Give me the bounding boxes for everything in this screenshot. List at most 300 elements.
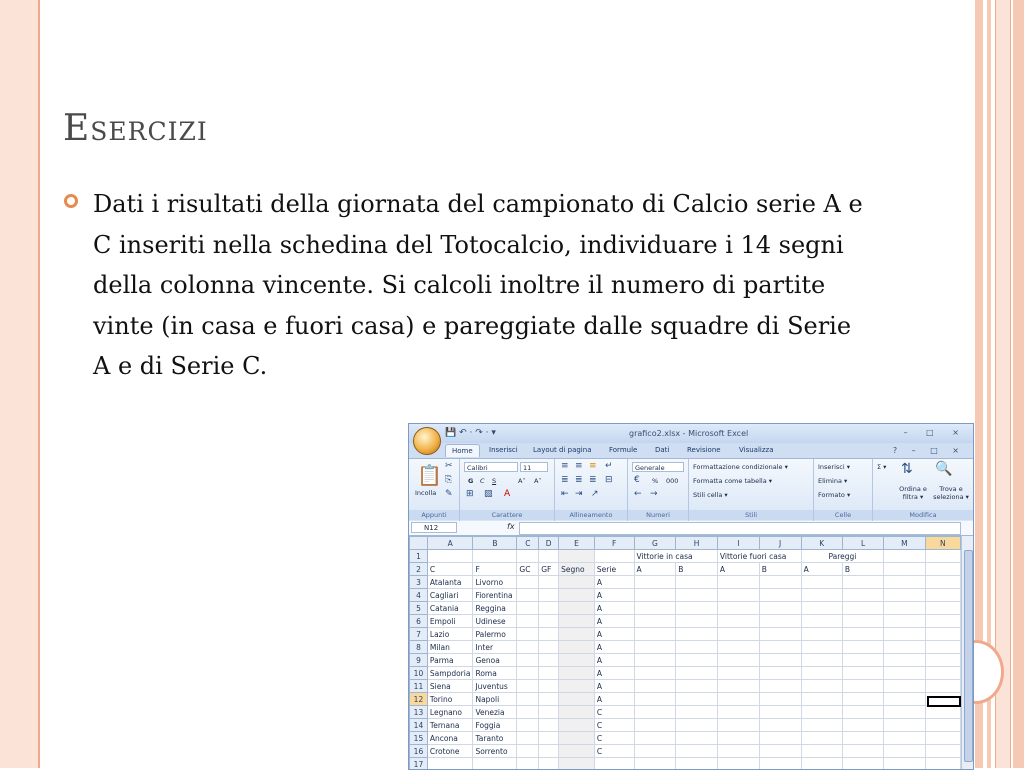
cell[interactable]	[842, 615, 883, 628]
cell[interactable]: Segno	[559, 563, 595, 576]
cell-home-team[interactable]: Empoli	[427, 615, 473, 628]
cell[interactable]	[925, 602, 960, 615]
row-header[interactable]: 8	[410, 641, 428, 654]
cell-away-team[interactable]: Venezia	[473, 706, 517, 719]
column-header[interactable]: M	[884, 537, 925, 550]
cell[interactable]	[925, 758, 960, 770]
grow-font-button[interactable]: A˄	[518, 477, 526, 485]
delete-cells-button[interactable]: Elimina ▾	[818, 477, 848, 485]
cell[interactable]	[842, 758, 883, 770]
cell[interactable]	[842, 576, 883, 589]
cell[interactable]	[925, 589, 960, 602]
tab-inserisci[interactable]: Inserisci	[489, 446, 518, 454]
cell[interactable]	[842, 602, 883, 615]
cell[interactable]	[676, 615, 718, 628]
column-header[interactable]: I	[717, 537, 759, 550]
fill-color-icon[interactable]: ▧	[484, 489, 493, 499]
cell-away-team[interactable]: Fiorentina	[473, 589, 517, 602]
underline-button[interactable]: S	[492, 477, 497, 485]
cell[interactable]	[842, 693, 883, 706]
cell-serie[interactable]	[594, 758, 634, 770]
cell[interactable]	[759, 680, 801, 693]
cell[interactable]	[539, 745, 559, 758]
cell-serie[interactable]: C	[594, 719, 634, 732]
cell[interactable]	[925, 641, 960, 654]
cell[interactable]	[539, 654, 559, 667]
cell[interactable]	[884, 732, 925, 745]
tab-home[interactable]: Home	[445, 444, 480, 457]
cell[interactable]	[517, 758, 539, 770]
cell[interactable]	[539, 602, 559, 615]
cell[interactable]	[884, 602, 925, 615]
cell-home-team[interactable]: Cagliari	[427, 589, 473, 602]
row-header[interactable]: 14	[410, 719, 428, 732]
cell[interactable]	[517, 706, 539, 719]
row-header[interactable]: 5	[410, 602, 428, 615]
cell[interactable]	[759, 602, 801, 615]
column-header[interactable]: D	[539, 537, 559, 550]
cell[interactable]	[676, 719, 718, 732]
cell[interactable]	[559, 615, 595, 628]
cell[interactable]	[801, 732, 842, 745]
cell[interactable]	[559, 732, 595, 745]
cell-away-team[interactable]: Reggina	[473, 602, 517, 615]
align-bottom-icon[interactable]: ≡	[589, 461, 597, 471]
cell[interactable]	[884, 745, 925, 758]
cell-serie[interactable]: A	[594, 602, 634, 615]
column-header[interactable]: K	[801, 537, 842, 550]
column-header[interactable]: J	[759, 537, 801, 550]
quick-access-toolbar[interactable]: 💾 ↶ · ↷ · ▾	[445, 428, 496, 438]
row-header[interactable]: 15	[410, 732, 428, 745]
tab-formule[interactable]: Formule	[609, 446, 638, 454]
cell[interactable]	[634, 576, 676, 589]
cell[interactable]	[801, 576, 842, 589]
cell[interactable]	[427, 550, 473, 563]
cell[interactable]	[925, 563, 960, 576]
cell[interactable]	[925, 654, 960, 667]
cell-away-team[interactable]: Juventus	[473, 680, 517, 693]
scrollbar-thumb[interactable]	[964, 550, 973, 762]
cell[interactable]: A	[634, 563, 676, 576]
cell[interactable]	[717, 615, 759, 628]
shrink-font-button[interactable]: A˅	[534, 477, 542, 485]
cell[interactable]	[634, 667, 676, 680]
italic-button[interactable]: C	[480, 477, 485, 485]
cell[interactable]	[925, 732, 960, 745]
align-right-icon[interactable]: ≣	[589, 475, 597, 485]
cell[interactable]	[539, 680, 559, 693]
cell[interactable]	[676, 667, 718, 680]
column-header[interactable]: E	[559, 537, 595, 550]
row-header[interactable]: 10	[410, 667, 428, 680]
cell-away-team[interactable]: Taranto	[473, 732, 517, 745]
paste-label[interactable]: Incolla	[415, 489, 437, 497]
number-format-select[interactable]: Generale	[632, 462, 684, 472]
row-header[interactable]: 4	[410, 589, 428, 602]
cell[interactable]	[884, 641, 925, 654]
tab-visualizza[interactable]: Visualizza	[739, 446, 774, 454]
cell-serie[interactable]: A	[594, 654, 634, 667]
cell[interactable]	[801, 628, 842, 641]
thousands-button[interactable]: 000	[666, 477, 679, 485]
cell[interactable]	[717, 745, 759, 758]
align-top-icon[interactable]: ≡	[561, 461, 569, 471]
cell[interactable]	[842, 589, 883, 602]
cell[interactable]	[539, 758, 559, 770]
cell[interactable]	[884, 667, 925, 680]
cell[interactable]	[539, 589, 559, 602]
cell-table[interactable]	[409, 536, 961, 769]
decrease-indent-icon[interactable]: ⇤	[561, 489, 569, 499]
cell[interactable]	[559, 745, 595, 758]
cell-home-team[interactable]: Parma	[427, 654, 473, 667]
cell[interactable]	[517, 576, 539, 589]
cell[interactable]	[925, 706, 960, 719]
tab-revisione[interactable]: Revisione	[687, 446, 721, 454]
sort-filter-button[interactable]: Ordina e filtra ▾	[899, 485, 927, 501]
row-header[interactable]: 9	[410, 654, 428, 667]
cell-away-team[interactable]: Roma	[473, 667, 517, 680]
font-size-select[interactable]: 11	[520, 462, 548, 472]
cell[interactable]	[517, 693, 539, 706]
cell-serie[interactable]: A	[594, 680, 634, 693]
header-vittorie-casa[interactable]: Vittorie in casa	[634, 550, 717, 563]
cell-serie[interactable]: C	[594, 706, 634, 719]
row-header[interactable]: 2	[410, 563, 428, 576]
cell[interactable]	[717, 641, 759, 654]
formula-input[interactable]	[519, 522, 961, 535]
cell-away-team[interactable]: Foggia	[473, 719, 517, 732]
cell-serie[interactable]: A	[594, 667, 634, 680]
cell[interactable]: A	[801, 563, 842, 576]
cell[interactable]	[717, 758, 759, 770]
row-header[interactable]: 11	[410, 680, 428, 693]
cell[interactable]	[634, 706, 676, 719]
cell-away-team[interactable]: Inter	[473, 641, 517, 654]
cell[interactable]	[559, 693, 595, 706]
cell[interactable]: GC	[517, 563, 539, 576]
cell-home-team[interactable]: Milan	[427, 641, 473, 654]
cell[interactable]	[801, 693, 842, 706]
cell[interactable]	[594, 550, 634, 563]
cell[interactable]	[801, 667, 842, 680]
cell[interactable]	[517, 680, 539, 693]
cell-home-team[interactable]: Sampdoria	[427, 667, 473, 680]
cell[interactable]	[559, 654, 595, 667]
wrap-text-icon[interactable]: ↵	[605, 461, 613, 471]
cell-home-team[interactable]: Lazio	[427, 628, 473, 641]
cell[interactable]	[559, 758, 595, 770]
cell[interactable]	[559, 602, 595, 615]
cell[interactable]	[717, 680, 759, 693]
cell[interactable]	[801, 758, 842, 770]
insert-cells-button[interactable]: Inserisci ▾	[818, 463, 850, 471]
cell[interactable]	[634, 719, 676, 732]
cell[interactable]	[759, 641, 801, 654]
column-header[interactable]: H	[676, 537, 718, 550]
cell-home-team[interactable]: Crotone	[427, 745, 473, 758]
column-header[interactable]: A	[427, 537, 473, 550]
cell-away-team[interactable]: Palermo	[473, 628, 517, 641]
column-header[interactable]: L	[842, 537, 883, 550]
tab-dati[interactable]: Dati	[655, 446, 670, 454]
cell-styles-button[interactable]: Stili cella ▾	[693, 491, 728, 499]
cell[interactable]	[759, 615, 801, 628]
cell[interactable]	[517, 589, 539, 602]
cell[interactable]	[634, 680, 676, 693]
cell[interactable]	[884, 589, 925, 602]
format-painter-icon[interactable]: ✎	[445, 489, 453, 499]
cell[interactable]	[759, 693, 801, 706]
help-controls[interactable]: ? – □ ×	[892, 446, 965, 455]
cell[interactable]	[717, 667, 759, 680]
cell[interactable]	[676, 602, 718, 615]
format-cells-button[interactable]: Formato ▾	[818, 491, 851, 499]
cell[interactable]	[801, 680, 842, 693]
cell[interactable]	[517, 745, 539, 758]
cell-serie[interactable]: A	[594, 628, 634, 641]
cell[interactable]	[559, 719, 595, 732]
cell[interactable]	[925, 628, 960, 641]
cell[interactable]	[539, 667, 559, 680]
cell[interactable]	[517, 732, 539, 745]
cell[interactable]	[925, 615, 960, 628]
cell[interactable]	[884, 563, 925, 576]
column-header[interactable]: F	[594, 537, 634, 550]
cell[interactable]	[759, 758, 801, 770]
cell-home-team[interactable]: Torino	[427, 693, 473, 706]
cell-serie[interactable]: A	[594, 589, 634, 602]
vertical-scrollbar[interactable]	[961, 536, 974, 769]
cell[interactable]	[517, 602, 539, 615]
cell[interactable]	[925, 745, 960, 758]
cell[interactable]	[539, 641, 559, 654]
cell[interactable]	[539, 732, 559, 745]
cell[interactable]	[517, 667, 539, 680]
header-vittorie-fuori[interactable]: Vittorie fuori casa	[717, 550, 801, 563]
cell[interactable]	[676, 706, 718, 719]
cell[interactable]	[759, 732, 801, 745]
cell[interactable]	[759, 576, 801, 589]
cell[interactable]	[884, 615, 925, 628]
align-center-icon[interactable]: ≣	[575, 475, 583, 485]
cell[interactable]	[676, 693, 718, 706]
tab-layout[interactable]: Layout di pagina	[533, 446, 592, 454]
cell-serie[interactable]: C	[594, 745, 634, 758]
column-header[interactable]: C	[517, 537, 539, 550]
cell[interactable]	[717, 589, 759, 602]
cell[interactable]	[842, 745, 883, 758]
orientation-icon[interactable]: ↗	[591, 489, 599, 499]
row-header[interactable]: 6	[410, 615, 428, 628]
increase-decimal-icon[interactable]: ←	[634, 489, 642, 499]
cell[interactable]	[884, 680, 925, 693]
cell[interactable]	[717, 628, 759, 641]
select-all-corner[interactable]	[410, 537, 428, 550]
cell[interactable]	[925, 550, 960, 563]
find-icon[interactable]: 🔍	[935, 461, 953, 477]
cell[interactable]	[925, 667, 960, 680]
cell[interactable]: F	[473, 563, 517, 576]
cell[interactable]	[759, 654, 801, 667]
format-as-table-button[interactable]: Formatta come tabella ▾	[693, 477, 773, 485]
cell[interactable]	[884, 719, 925, 732]
cell-serie[interactable]: A	[594, 615, 634, 628]
cell[interactable]	[759, 706, 801, 719]
cell[interactable]	[717, 693, 759, 706]
cell[interactable]	[717, 654, 759, 667]
cell[interactable]: GF	[539, 563, 559, 576]
cell-away-team[interactable]: Napoli	[473, 693, 517, 706]
fx-icon[interactable]: fx	[507, 522, 515, 531]
cell[interactable]	[842, 680, 883, 693]
cell[interactable]	[676, 758, 718, 770]
cell-home-team[interactable]	[427, 758, 473, 770]
align-middle-icon[interactable]: ≡	[575, 461, 583, 471]
worksheet-grid[interactable]	[409, 536, 961, 769]
cell[interactable]	[634, 615, 676, 628]
cell[interactable]	[759, 589, 801, 602]
cell[interactable]	[634, 589, 676, 602]
window-controls[interactable]: – □ ×	[903, 428, 967, 437]
cell[interactable]	[801, 589, 842, 602]
currency-icon[interactable]: €	[634, 475, 640, 485]
cell[interactable]: C	[427, 563, 473, 576]
cell[interactable]	[884, 576, 925, 589]
cell-serie[interactable]: A	[594, 693, 634, 706]
cell[interactable]	[559, 589, 595, 602]
header-pareggi[interactable]: Pareggi	[801, 550, 884, 563]
cell[interactable]	[634, 758, 676, 770]
cell[interactable]	[842, 719, 883, 732]
sort-filter-icon[interactable]: ⇅	[901, 461, 913, 477]
column-header-selected[interactable]: N	[925, 537, 960, 550]
align-left-icon[interactable]: ≣	[561, 475, 569, 485]
cell-home-team[interactable]: Atalanta	[427, 576, 473, 589]
cell[interactable]	[517, 550, 539, 563]
cell[interactable]	[559, 667, 595, 680]
cell[interactable]	[717, 602, 759, 615]
cell[interactable]	[676, 680, 718, 693]
column-header[interactable]: B	[473, 537, 517, 550]
merge-center-icon[interactable]: ⊟	[605, 475, 613, 485]
cell[interactable]	[559, 641, 595, 654]
column-header[interactable]: G	[634, 537, 676, 550]
cell[interactable]	[884, 706, 925, 719]
cell-home-team[interactable]: Ancona	[427, 732, 473, 745]
cell-home-team[interactable]: Ternana	[427, 719, 473, 732]
cell[interactable]	[801, 641, 842, 654]
cell[interactable]	[759, 667, 801, 680]
cell[interactable]	[884, 654, 925, 667]
cell[interactable]	[517, 641, 539, 654]
cell-away-team[interactable]: Genoa	[473, 654, 517, 667]
cell[interactable]	[517, 719, 539, 732]
cell[interactable]	[801, 719, 842, 732]
cell[interactable]	[676, 732, 718, 745]
cell[interactable]	[634, 693, 676, 706]
cut-icon[interactable]: ✂	[445, 461, 453, 471]
cell-home-team[interactable]: Catania	[427, 602, 473, 615]
increase-indent-icon[interactable]: ⇥	[575, 489, 583, 499]
row-header[interactable]: 12	[410, 693, 428, 706]
cell[interactable]	[559, 706, 595, 719]
cell-home-team[interactable]: Siena	[427, 680, 473, 693]
cell[interactable]	[517, 654, 539, 667]
cell[interactable]	[634, 654, 676, 667]
cell[interactable]	[842, 654, 883, 667]
cell[interactable]	[717, 706, 759, 719]
cell[interactable]	[925, 576, 960, 589]
row-header[interactable]: 13	[410, 706, 428, 719]
row-header[interactable]: 16	[410, 745, 428, 758]
cell[interactable]	[801, 654, 842, 667]
cell[interactable]	[676, 628, 718, 641]
cell-away-team[interactable]: Udinese	[473, 615, 517, 628]
cell[interactable]: B	[759, 563, 801, 576]
cell[interactable]	[676, 641, 718, 654]
cell[interactable]: B	[842, 563, 883, 576]
cell[interactable]	[801, 706, 842, 719]
cell[interactable]	[801, 602, 842, 615]
office-button[interactable]	[413, 427, 441, 455]
font-color-icon[interactable]: A	[504, 489, 511, 499]
cell[interactable]	[539, 719, 559, 732]
cell[interactable]: B	[676, 563, 718, 576]
cell[interactable]	[676, 745, 718, 758]
cell[interactable]	[801, 615, 842, 628]
cell[interactable]	[559, 628, 595, 641]
cell[interactable]	[759, 719, 801, 732]
cell[interactable]	[759, 745, 801, 758]
cell[interactable]	[884, 758, 925, 770]
cell[interactable]	[842, 732, 883, 745]
row-header[interactable]: 17	[410, 758, 428, 770]
cell[interactable]	[559, 576, 595, 589]
cell[interactable]	[539, 693, 559, 706]
cell[interactable]	[473, 550, 517, 563]
cell[interactable]	[539, 706, 559, 719]
autosum-button[interactable]: Σ ▾	[877, 463, 887, 471]
cell[interactable]	[842, 706, 883, 719]
cell[interactable]	[539, 576, 559, 589]
cell[interactable]	[517, 615, 539, 628]
row-header[interactable]: 7	[410, 628, 428, 641]
cell[interactable]	[539, 550, 559, 563]
cell[interactable]	[842, 641, 883, 654]
find-select-button[interactable]: Trova e seleziona ▾	[933, 485, 969, 501]
cell-serie[interactable]: C	[594, 732, 634, 745]
cell[interactable]	[925, 680, 960, 693]
cell[interactable]	[884, 550, 925, 563]
cell[interactable]: Serie	[594, 563, 634, 576]
name-box[interactable]: N12	[411, 522, 457, 533]
cell[interactable]	[634, 641, 676, 654]
cell[interactable]	[634, 732, 676, 745]
cell[interactable]	[539, 628, 559, 641]
copy-icon[interactable]: ⎘	[445, 475, 453, 485]
cell[interactable]	[717, 576, 759, 589]
borders-icon[interactable]: ⊞	[466, 489, 474, 499]
cell[interactable]	[842, 667, 883, 680]
cell[interactable]	[759, 628, 801, 641]
cell[interactable]	[634, 602, 676, 615]
cell[interactable]	[676, 589, 718, 602]
row-header[interactable]: 1	[410, 550, 428, 563]
font-name-select[interactable]: Calibri	[464, 462, 518, 472]
cell[interactable]	[517, 628, 539, 641]
